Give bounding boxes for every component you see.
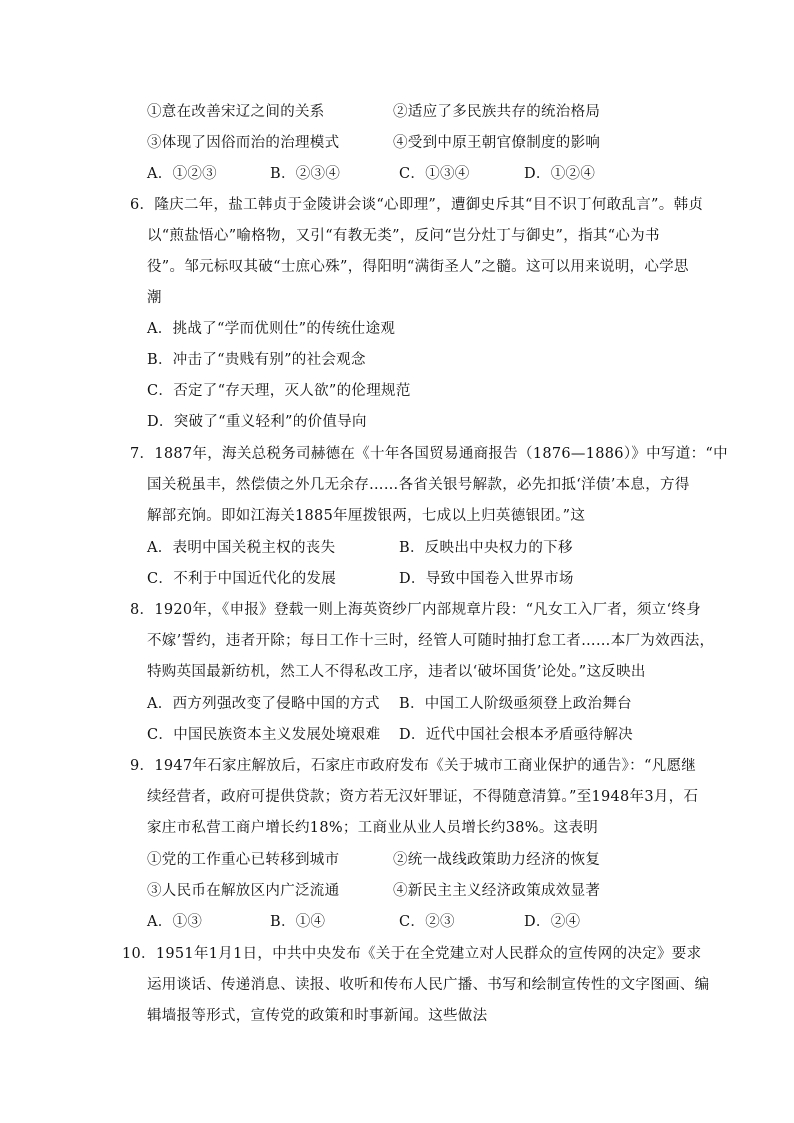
q7-stem-line-1: 7．1887年，海关总税务司赫德在《十年各国贸易通商报告（1876—1886）》中写道：“中 [130, 446, 728, 462]
q9-choice-d: D．②④ [524, 914, 581, 930]
q5-choice-a: A．①②③ [147, 166, 217, 182]
q7-choice-d: D．导致中国卷入世界市场 [399, 571, 574, 587]
q6-choice-d: D．突破了“重义轻利”的价值导向 [147, 414, 367, 430]
q8-choice-a: A．西方列强改变了侵略中国的方式 [147, 696, 380, 712]
q9-stem-line-2: 续经营者，政府可提供贷款；资方若无汉奸罪证，不得随意清算。”至1948年3月，石 [147, 789, 699, 805]
q9-stem-line-1: 9．1947年石家庄解放后，石家庄市政府发布《关于城市工商业保护的通告》：“凡愿继 [130, 758, 697, 774]
q9-item-4: ④新民主主义经济政策成效显著 [393, 883, 601, 899]
q7-choice-a: A．表明中国关税主权的丧失 [147, 540, 336, 556]
q9-choice-a: A．①③ [147, 914, 203, 930]
q5-item-2: ②适应了多民族共存的统治格局 [393, 104, 601, 120]
q9-choice-c: C．②③ [399, 914, 455, 930]
q5-choice-d: D．①②④ [524, 166, 596, 182]
q6-stem-line-3: 役”。邹元标叹其破“士庶心殊”，得阳明“满街圣人”之髓。这可以用来说明，心学思 [147, 259, 689, 275]
q10-stem-line-1: 10．1951年1月1日，中共中央发布《关于在全党建立对人民群众的宣传网的决定》要求 [122, 946, 702, 962]
q6-choice-a: A．挑战了“学而优则仕”的传统仕途观 [147, 321, 396, 337]
q6-choice-c: C．否定了“存天理，灭人欲”的伦理规范 [147, 383, 411, 399]
q7-stem-line-3: 解部充饷。即如江海关1885年厘拨银两，七成以上归英德银团。”这 [147, 508, 586, 524]
q6-stem-line-1: 6．隆庆二年，盐工韩贞于金陵讲会谈“心即理”，遭御史斥其“目不识丁何敢乱言”。韩贞 [130, 197, 704, 213]
q9-item-2: ②统一战线政策助力经济的恢复 [393, 852, 601, 868]
q5-choice-c: C．①③④ [399, 166, 470, 182]
q6-stem-line-2: 以“煎盐悟心”喻格物，又引“有教无类”，反问“岂分灶丁与御史”，指其“心为书 [147, 228, 660, 244]
q5-item-4: ④受到中原王朝官僚制度的影响 [393, 135, 601, 151]
q10-stem-line-2: 运用谈话、传递消息、读报、收听和传布人民广播、书写和绘制宣传性的文字图画、编 [147, 977, 710, 993]
q8-stem-line-3: 特购英国最新纺机，然工人不得私改工序，违者以‘破坏国货’论处。”这反映出 [147, 664, 646, 680]
q7-choice-b: B．反映出中央权力的下移 [399, 540, 573, 556]
q8-stem-line-1: 8．1920年，《申报》登载一则上海英资纱厂内部规章片段：“凡女工入厂者，须立‘终身 [130, 602, 701, 618]
q8-choice-b: B．中国工人阶级亟须登上政治舞台 [399, 696, 632, 712]
q5-item-1: ①意在改善宋辽之间的关系 [147, 104, 325, 120]
q9-item-3: ③人民币在解放区内广泛流通 [147, 883, 340, 899]
q9-item-1: ①党的工作重心已转移到城市 [147, 852, 340, 868]
q8-choice-d: D．近代中国社会根本矛盾亟待解决 [399, 727, 633, 743]
q8-choice-c: C．中国民族资本主义发展处境艰难 [147, 727, 381, 743]
q9-stem-line-3: 家庄市私营工商户增长约18%；工商业从业人员增长约38%。这表明 [147, 820, 599, 836]
q10-stem-line-3: 辑墙报等形式，宣传党的政策和时事新闻。这些做法 [147, 1008, 488, 1024]
q6-stem-line-4: 潮 [147, 290, 162, 306]
q5-item-3: ③体现了因俗而治的治理模式 [147, 135, 340, 151]
q7-choice-c: C．不利于中国近代化的发展 [147, 571, 336, 587]
q7-stem-line-2: 国关税虽丰，然偿债之外几无余存……各省关银号解款，必先扣抵‘洋债’本息，方得 [147, 477, 690, 493]
q6-choice-b: B．冲击了“贵贱有别”的社会观念 [147, 352, 366, 368]
q5-choice-b: B．②③④ [270, 166, 341, 182]
q9-choice-b: B．①④ [270, 914, 326, 930]
q8-stem-line-2: 不嫁’誓约，违者开除；每日工作十三时，经管人可随时抽打怠工者……本厂为效西法， [147, 633, 715, 649]
